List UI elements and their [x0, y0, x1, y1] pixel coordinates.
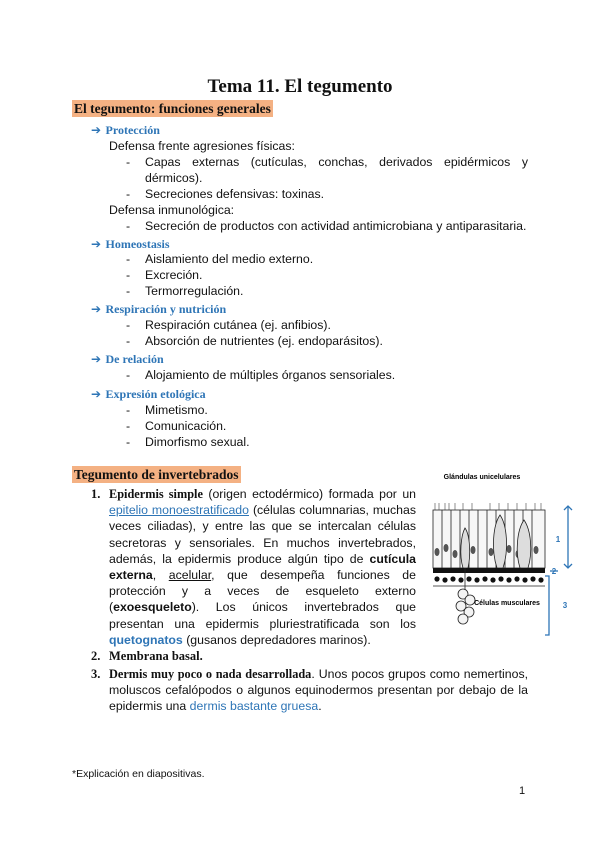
term-bold: Epidermis simple [109, 487, 203, 501]
page-title: Tema 11. El tegumento [207, 76, 393, 97]
paragraph-dermis [109, 666, 528, 715]
text-run: , que desempeña funciones de protección y a veces de esqueleto externo ( [109, 568, 416, 615]
list-item: Secreciones defensivas: toxinas. [145, 187, 325, 201]
text-run: ). Los únicos invertebrados que presentan una epidermis pluriestratificada son los [109, 600, 416, 631]
list-item: Aislamiento del medio externo. [145, 252, 314, 266]
paragraph-membrana: Membrana basal. [109, 649, 203, 663]
group-proteccion [91, 121, 160, 139]
text-run: (células columnarias, muchas veces ciliadas), y entre las que se intercalan células secretoras y sensoriales. En muchos invertebrados, además, la epidermis produce algún tipo de [109, 503, 416, 566]
cilia [435, 503, 541, 510]
dash-marker: - [126, 284, 131, 298]
term-blue: dermis bastante gruesa [189, 699, 319, 714]
arrow-icon: ➔ [91, 302, 102, 316]
list-item: Capas externas (cutículas, conchas, derivados epidérmicos y [145, 155, 528, 169]
list-item: Mimetismo. [145, 403, 208, 417]
list-item: Respiración cutánea (ej. anfibios). [145, 318, 331, 332]
list-item: Secreción de productos con actividad antimicrobiana y antiparasitaria. [145, 219, 527, 233]
list-item: Absorción de nutrientes (ej. endoparásitos). [145, 334, 383, 348]
marker-1: 1 [555, 535, 561, 544]
group-title: De relación [105, 352, 164, 366]
arrow-icon: ➔ [91, 237, 102, 251]
footnote: *Explicación en diapositivas. [72, 768, 205, 780]
text-run: . Unos pocos grupos como nemertinos, moluscos cefalópodos o algunos equinodermos presentan por debajo de la epidermis una [109, 667, 529, 714]
list-item: Comunicación. [145, 419, 227, 433]
list-item: dérmicos). [145, 171, 203, 185]
list-item: Termorregulación. [145, 284, 244, 298]
label-muscle-text: Células musculares [474, 600, 540, 607]
group-respiracion [91, 300, 226, 318]
arrow-icon: ➔ [91, 352, 102, 366]
text-run: (origen ectodérmico) formada por un [202, 487, 417, 501]
text-line: Defensa inmunológica: [109, 203, 235, 217]
term-blue-bold: quetognatos [109, 632, 183, 647]
group-title: Homeostasis [105, 237, 170, 251]
list-item: Alojamiento de múltiples órganos sensoriales. [145, 368, 396, 382]
term-underline: acelular [168, 568, 212, 583]
dash-marker: - [126, 368, 131, 382]
section-heading-functions: El tegumento: funciones generales [74, 101, 271, 116]
list-item: Excreción. [145, 268, 203, 282]
dash-marker: - [126, 268, 131, 282]
label-glands-text: Glándulas unicelulares [443, 474, 521, 481]
text-line: Defensa frente agresiones físicas: [109, 139, 295, 153]
term-bold: cutícula externa [109, 551, 416, 583]
dash-marker: - [126, 419, 131, 433]
arrow-icon: ➔ [91, 387, 102, 401]
text-run: (gusanos depredadores marinos). [182, 632, 371, 647]
marker-3: 3 [562, 601, 568, 610]
dash-marker: - [126, 403, 131, 417]
marker-2: 2 [551, 567, 557, 576]
basal-membrane [433, 568, 545, 573]
term-bold: Dermis muy poco o nada desarrollada [109, 667, 312, 681]
epidermis-figure [425, 470, 585, 640]
dermis-cells [434, 576, 543, 582]
dash-marker: - [126, 435, 131, 449]
text-run: , [152, 568, 169, 583]
label-glands [444, 474, 521, 481]
dash-marker: - [126, 155, 131, 169]
dash-marker: - [126, 334, 131, 348]
group-title: Expresión etológica [105, 387, 206, 401]
gland-lobules [456, 589, 475, 624]
group-title: Respiración y nutrición [105, 302, 227, 316]
arrow-icon: ➔ [91, 123, 102, 137]
item-number: 2. [91, 649, 101, 663]
layer-markers [545, 506, 572, 635]
dash-marker: - [126, 252, 131, 266]
link-epitelio[interactable]: epitelio monoestratificado [109, 503, 249, 518]
group-etologica [91, 385, 206, 403]
label-muscle [474, 600, 540, 607]
list-item: Dimorfismo sexual. [145, 435, 250, 449]
group-relacion [91, 350, 164, 368]
group-title: Protección [105, 123, 160, 137]
paragraph-epidermis [109, 486, 416, 648]
item-number: 3. [91, 667, 101, 681]
term-bold: exoesqueleto [113, 600, 192, 615]
item-number: 1. [91, 487, 101, 501]
text-run: . [318, 699, 322, 714]
dash-marker: - [126, 219, 131, 233]
dash-marker: - [126, 318, 131, 332]
dash-marker: - [126, 187, 131, 201]
page-number: 1 [519, 785, 526, 797]
section-heading-invertebrates: Tegumento de invertebrados [74, 467, 239, 482]
